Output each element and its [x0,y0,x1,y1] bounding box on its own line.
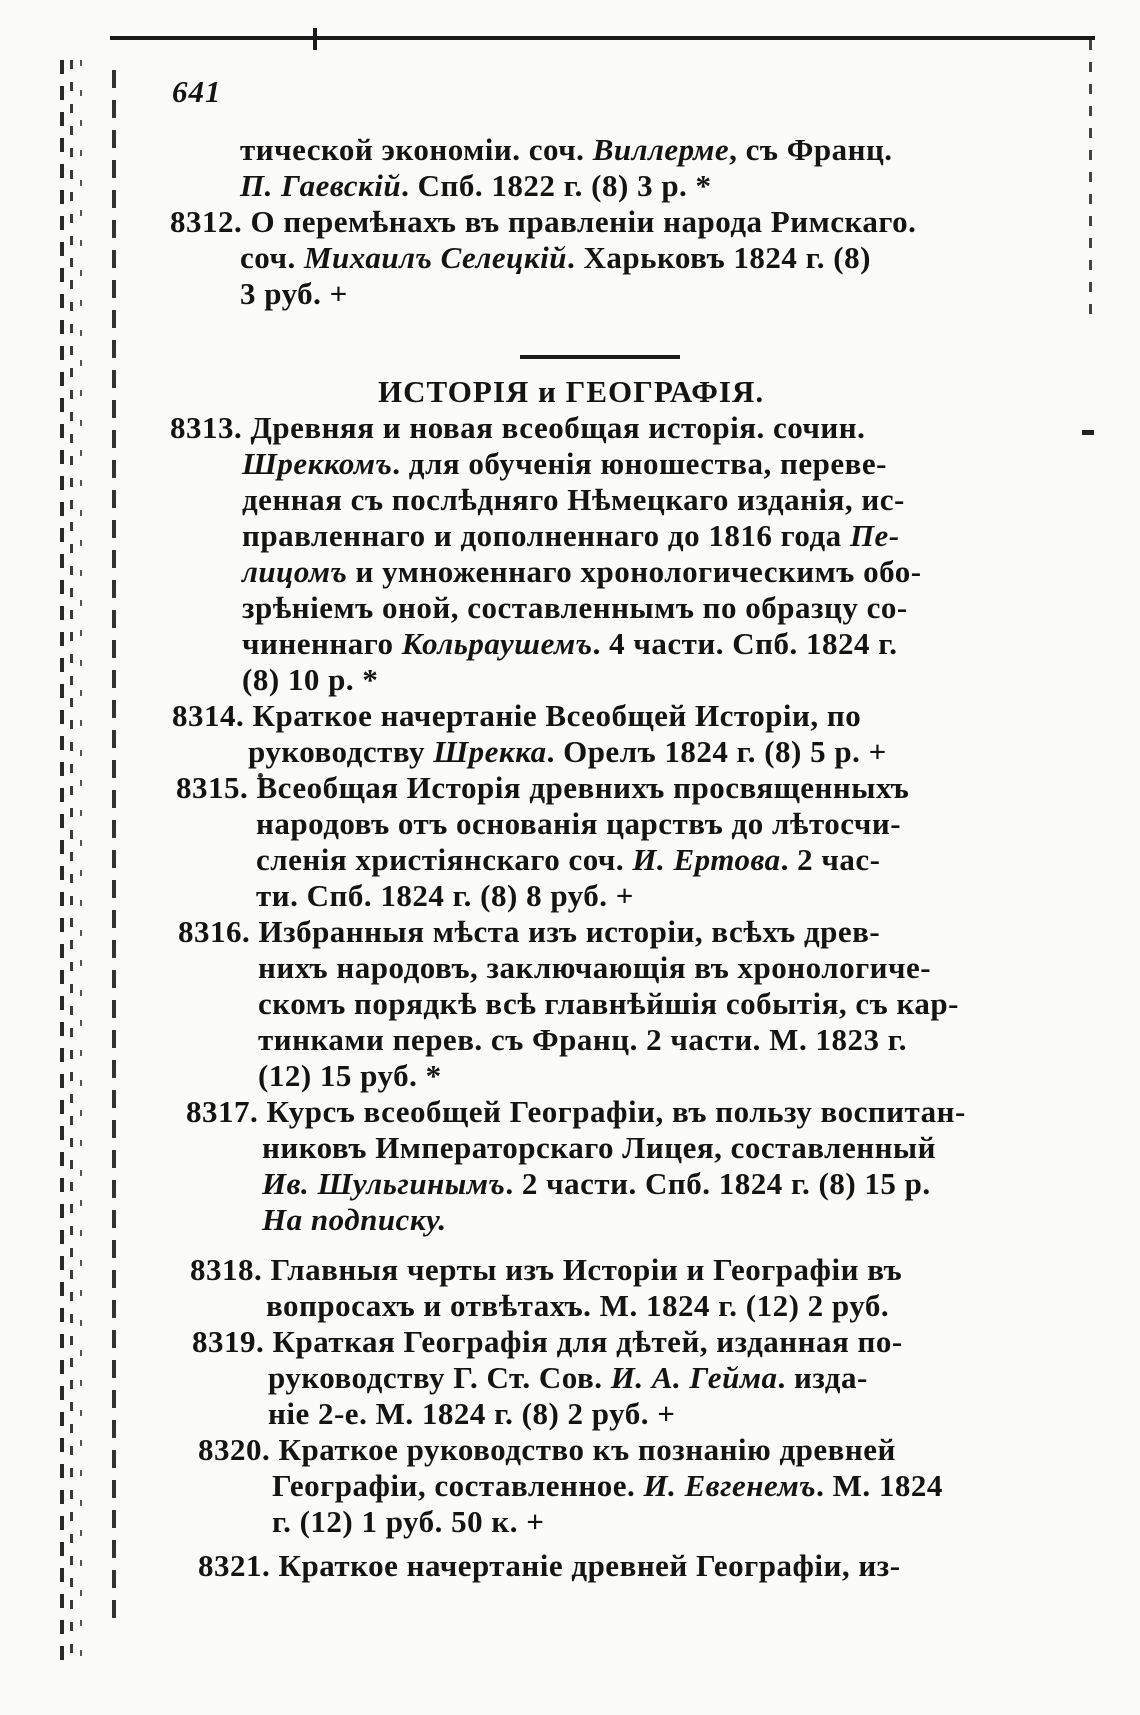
entry-line: лицомъ и умноженнаго хронологическимъ обо- [242,554,922,589]
entry-line: 8318. Главныя черты изъ Исторіи и Географіи въ [190,1252,903,1287]
entry-line: Географіи, составленное. И. Евгенемъ. М. 1824 [272,1468,943,1503]
entry-line: 3 руб. + [240,276,348,311]
entry-line: правленнаго и дополненнаго до 1816 года Пе- [242,518,900,553]
top-edge-mark [313,28,317,50]
entry-line: народовъ отъ основанія царствъ до лѣтосчи- [256,806,902,841]
entry-line: денная съ послѣдняго Нѣмецкаго изданія, ис- [242,482,905,517]
scan-right-edge [1089,40,1092,320]
entry-line: сленія христіянскаго соч. И. Ертова. 2 час- [256,842,881,877]
entry-line: скомъ порядкѣ всѣ главнѣйшія событія, съ кар- [258,986,959,1021]
section-divider [520,355,680,359]
entry-line: ніе 2-е. М. 1824 г. (8) 2 руб. + [268,1396,676,1431]
page-left-edge [112,70,116,1630]
entry-line: 8320. Краткое руководство къ познанію древней [198,1432,896,1467]
entry-line: 8317. Курсъ всеобщей Географіи, въ пользу воспитан- [186,1094,966,1129]
entry-line: 8314. Краткое начертаніе Всеобщей Исторіи, по [172,698,862,733]
entry-line: г. (12) 1 руб. 50 к. + [272,1504,545,1539]
page-number: 641 [172,74,222,109]
entry-line: зрѣніемъ оной, составленнымъ по образцу со- [242,590,908,625]
entry-line: На подписку. [262,1202,447,1237]
entry-line: Шреккомъ. для обученія юношества, переве- [242,446,887,481]
entry-line: никовъ Императорскаго Лицея, составленный [262,1130,936,1165]
entry-line: П. Гаевскій. Спб. 1822 г. (8) 3 р. * [240,168,712,203]
entry-line: (8) 10 р. * [242,662,379,697]
entry-line: вопросахъ и отвѣтахъ. М. 1824 г. (12) 2 руб. [266,1288,890,1323]
entry-line: 8316. Избранныя мѣста изъ исторіи, всѣхъ древ- [178,914,881,949]
entry-line: нихъ народовъ, заключающія въ хронологиче- [258,950,932,985]
entry-line: 8315. Всеобщая Исторія древнихъ просвященныхъ [176,770,910,805]
entry-line: руководству Г. Ст. Сов. И. А. Гейма. изда- [268,1360,868,1395]
entry-line: 8321. Краткое начертаніе древней Географіи, из- [198,1548,901,1583]
entry-line: соч. Михаилъ Селецкій. Харьковъ 1824 г. (8) [240,240,871,275]
page-top-edge [110,36,1095,40]
entry-line: 8319. Краткая Географія для дѣтей, изданная по- [192,1324,903,1359]
entry-line: 8312. О перемѣнахъ въ правленіи народа Римскаго. [170,204,917,239]
entry-line: (12) 15 руб. * [258,1058,442,1093]
entry-line: 8313. Древняя и новая всеобщая исторія. сочин. [170,410,866,445]
margin-mark [1082,430,1094,435]
scan-left-edge [60,60,86,1660]
entry-line: тической экономіи. соч. Виллерме, съ Франц. [240,132,893,167]
entry-line: ти. Спб. 1824 г. (8) 8 руб. + [256,878,634,913]
entry-line: тинками перев. съ Франц. 2 части. М. 1823 г. [258,1022,908,1057]
section-title: ИСТОРІЯ и ГЕОГРАФІЯ. [378,374,765,409]
entry-line: руководству Шрекка. Орелъ 1824 г. (8) 5 р. + [248,734,887,769]
entry-line: Ив. Шульгинымъ. 2 части. Спб. 1824 г. (8) 15 р. [262,1166,931,1201]
entry-line: чиненнаго Кольраушемъ. 4 части. Спб. 1824 г. [242,626,898,661]
